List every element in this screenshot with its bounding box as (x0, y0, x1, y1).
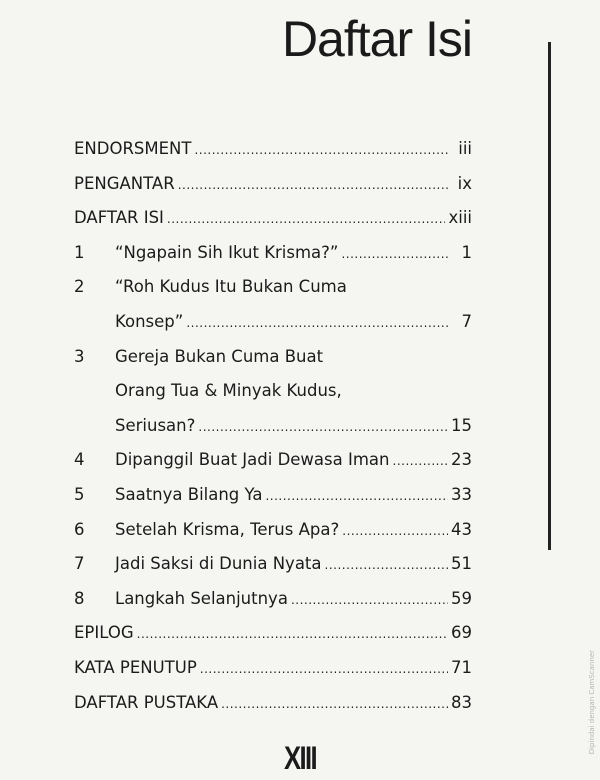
leader-dots (198, 409, 448, 445)
toc-page-number: xiii (448, 208, 472, 228)
leader-dots (194, 132, 449, 168)
toc-row-chapter-7 (74, 547, 472, 582)
toc-entry-text: Gereja Bukan Cuma Buat (115, 346, 324, 366)
leader-dots (200, 651, 448, 687)
chapter-number: 7 (74, 554, 85, 574)
leader-dots (265, 478, 448, 514)
leader-dots (393, 443, 449, 479)
chapter-number: 5 (74, 484, 85, 504)
toc-row-chapter-3-line-2 (74, 374, 472, 409)
scanner-watermark: Dipindai dengan CamScanner (588, 650, 596, 755)
leader-dots (186, 305, 449, 341)
toc-row-pengantar (74, 167, 472, 202)
toc-entry-text: Dipanggil Buat Jadi Dewasa Iman (115, 450, 390, 470)
toc-entry-text: KATA PENUTUP (74, 657, 197, 677)
toc-entry-text: Orang Tua & Minyak Kudus, (115, 381, 342, 401)
toc-entry-text: “Ngapain Sih Ikut Krisma?” (115, 242, 339, 262)
toc-page-number: ix (457, 173, 472, 193)
toc-row-chapter-3-line-1 (74, 340, 472, 375)
toc-page-number: 43 (451, 519, 472, 539)
toc-entry-text: “Roh Kudus Itu Bukan Cuma (115, 277, 347, 297)
toc-row-kata-penutup (74, 651, 472, 686)
chapter-number: 3 (74, 346, 85, 366)
toc-page-number: iii (458, 139, 472, 158)
toc-entry-text: Jadi Saksi di Dunia Nyata (115, 554, 322, 574)
leader-dots (178, 167, 449, 203)
toc-page-number: 71 (451, 657, 472, 677)
toc-entry-text: Saatnya Bilang Ya (115, 484, 263, 504)
toc-row-chapter-6 (74, 513, 472, 548)
toc-entry-text: PENGANTAR (74, 173, 175, 193)
toc-entry-text: Langkah Selanjutnya (115, 588, 288, 608)
chapter-number: 2 (74, 277, 85, 297)
chapter-number: 4 (74, 450, 85, 470)
toc-row-epilog (74, 616, 472, 651)
toc-page-number: 33 (451, 484, 472, 504)
toc-entry-text: ENDORSMENT (74, 139, 192, 158)
toc-row-endorsment (74, 132, 472, 167)
toc-page-number: 83 (451, 692, 472, 712)
chapter-number: 6 (74, 519, 85, 539)
toc-entry-text: EPILOG (74, 623, 134, 643)
toc-entry-text: Konsep” (115, 311, 184, 331)
margin-rule (548, 42, 551, 550)
toc-page-number: 23 (451, 450, 472, 470)
toc-row-chapter-3-line-3 (74, 409, 472, 444)
toc-page-number: 59 (451, 588, 472, 608)
leader-dots (341, 236, 449, 272)
toc-page-number: 69 (451, 623, 472, 643)
toc-entry-text: Setelah Krisma, Terus Apa? (115, 519, 340, 539)
toc-row-chapter-4 (74, 443, 472, 478)
toc-row-daftar-isi (74, 201, 472, 236)
leader-dots (291, 582, 448, 618)
toc-page-number: 15 (451, 415, 472, 435)
toc-entry-text: Seriusan? (115, 415, 196, 435)
page-title: Daftar Isi (281, 11, 472, 67)
leader-dots (167, 201, 446, 237)
chapter-number: 1 (74, 242, 85, 262)
toc-row-chapter-2-line-2 (74, 305, 472, 340)
toc-entry-text: DAFTAR ISI (74, 208, 164, 228)
toc-entry-text: DAFTAR PUSTAKA (74, 692, 219, 712)
toc-row-chapter-2-line-1 (74, 270, 472, 305)
chapter-number: 8 (74, 588, 85, 608)
toc-row-chapter-1 (74, 236, 472, 271)
toc-page-number: 1 (461, 242, 472, 262)
leader-dots (137, 616, 448, 652)
toc-row-chapter-8 (74, 582, 472, 617)
leader-dots (221, 686, 448, 722)
toc-page-number: 7 (461, 311, 472, 331)
toc-row-daftar-pustaka (74, 686, 472, 721)
leader-dots (325, 547, 448, 583)
toc-row-chapter-5 (74, 478, 472, 513)
table-of-contents (74, 132, 472, 720)
leader-dots (342, 513, 448, 549)
toc-page-number: 51 (451, 554, 472, 574)
page-folio: XIII (283, 740, 316, 776)
